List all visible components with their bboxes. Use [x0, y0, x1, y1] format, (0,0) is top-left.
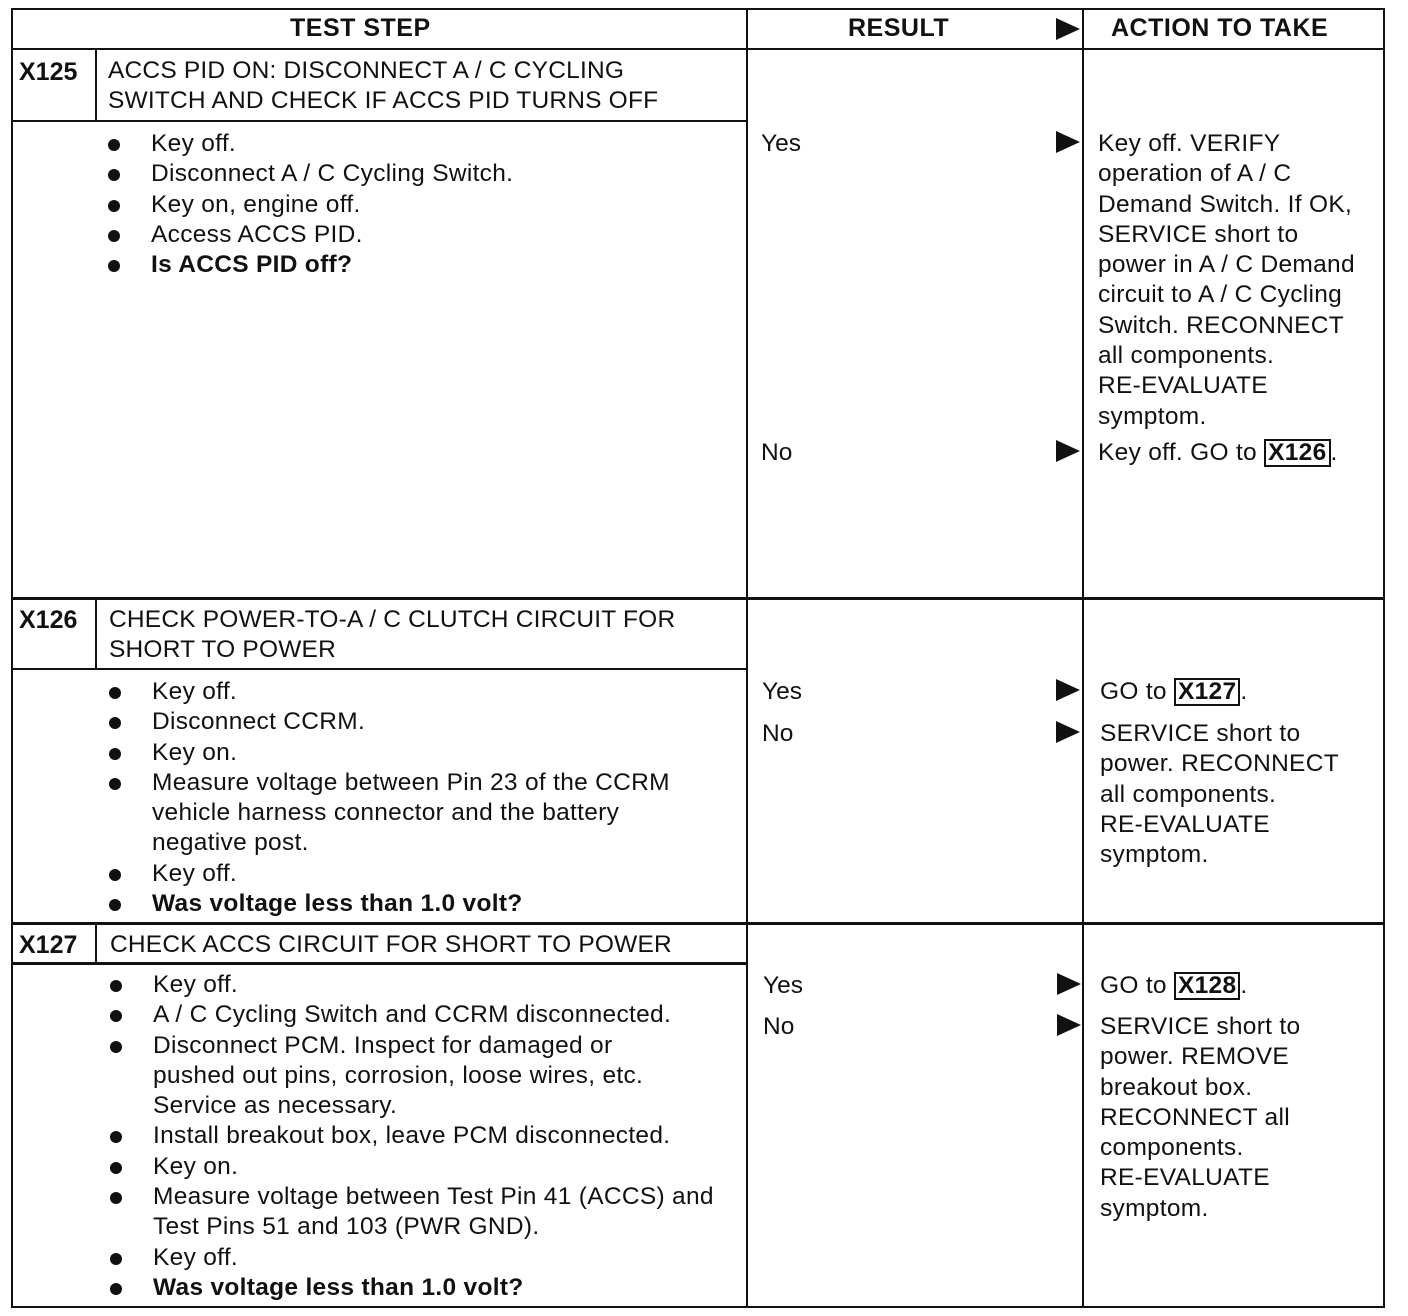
header-arrow-icon [1056, 18, 1080, 40]
action-yes-x126: GO to X127 . [1100, 678, 1248, 705]
bullet-item: Install breakout box, leave PCM disconnected. [110, 1121, 742, 1151]
step-id-x125: X125 [19, 58, 78, 86]
bullet-item: Access ACCS PID. [108, 220, 738, 250]
step-reference-link[interactable]: X128 [1174, 972, 1240, 1000]
step-id-x127: X127 [19, 931, 78, 959]
step-title-divider [11, 668, 748, 670]
step-id-divider [95, 48, 97, 121]
result-no-x126: No [762, 720, 794, 747]
bullet-item: Disconnect PCM. Inspect for damaged or pushed out pins, corrosion, loose wires, etc. Service as necessary. [110, 1031, 742, 1122]
result-no-x125: No [761, 439, 793, 466]
bullet-question: Was voltage less than 1.0 volt? [110, 1273, 742, 1303]
step-title-x126: CHECK POWER-TO-A / C CLUTCH CIRCUIT FOR SHORT TO POWER [109, 606, 676, 663]
step-divider [11, 597, 1385, 600]
step-reference-link[interactable]: X127 [1174, 678, 1240, 706]
step-title-x127: CHECK ACCS CIRCUIT FOR SHORT TO POWER [110, 931, 672, 958]
bullet-item: Key off. [109, 677, 739, 707]
action-yes-x125: Key off. VERIFY operation of A / C Demand Switch. If OK, SERVICE short to power in A / C Demand circuit to A / C Cycling Switch. RECONNECT all components. RE-EVALUATE symptom. [1098, 130, 1355, 430]
bullet-item: Key on. [110, 1152, 742, 1182]
header-result: RESULT [848, 14, 950, 42]
action-no-x126: SERVICE short to power. RECONNECT all components. RE-EVALUATE symptom. [1100, 720, 1339, 869]
action-no-x127: SERVICE short to power. REMOVE breakout box. RECONNECT all components. RE-EVALUATE symptom. [1100, 1013, 1301, 1222]
bullet-item: Measure voltage between Pin 23 of the CCRM vehicle harness connector and the battery negative post. [109, 768, 739, 859]
result-yes-x127: Yes [763, 972, 803, 999]
step-title-divider [11, 120, 748, 122]
result-yes-x125: Yes [761, 130, 801, 157]
result-no-x127: No [763, 1013, 795, 1040]
bullet-item: Disconnect CCRM. [109, 707, 739, 737]
action-yes-x127: GO to X128 . [1100, 972, 1248, 999]
bullet-item: Key on, engine off. [108, 190, 738, 220]
column-divider-result [746, 8, 748, 1308]
result-yes-x126: Yes [762, 678, 802, 705]
step-title-divider [11, 962, 748, 965]
bullet-item: Disconnect A / C Cycling Switch. [108, 159, 738, 189]
result-arrow-icon [1056, 679, 1080, 701]
step-id-x126: X126 [19, 606, 78, 634]
column-divider-action [1082, 8, 1084, 1308]
bullet-item: Key off. [109, 859, 739, 889]
step-bullets-x125 [108, 129, 738, 280]
step-bullets-x126 [109, 677, 739, 919]
action-no-x125: Key off. GO to X126 . [1098, 439, 1338, 466]
step-id-divider [95, 598, 97, 669]
result-arrow-icon [1056, 721, 1080, 743]
step-title-x125: ACCS PID ON: DISCONNECT A / C CYCLING SWITCH AND CHECK IF ACCS PID TURNS OFF [108, 57, 659, 114]
step-reference-link[interactable]: X126 [1264, 439, 1330, 467]
bullet-item: Key off. [110, 970, 742, 1000]
bullet-item: Key off. [110, 1243, 742, 1273]
bullet-question: Is ACCS PID off? [108, 250, 738, 280]
bullet-item: Measure voltage between Test Pin 41 (ACCS) and Test Pins 51 and 103 (PWR GND). [110, 1182, 742, 1243]
result-arrow-icon [1056, 440, 1080, 462]
bullet-item: Key off. [108, 129, 738, 159]
bullet-question: Was voltage less than 1.0 volt? [109, 889, 739, 919]
bullet-item: A / C Cycling Switch and CCRM disconnected. [110, 1000, 742, 1030]
bullet-item: Key on. [109, 738, 739, 768]
header-test-step: TEST STEP [290, 14, 431, 42]
step-divider [11, 922, 1385, 925]
step-id-divider [95, 923, 97, 963]
result-arrow-icon [1056, 131, 1080, 153]
result-arrow-icon [1057, 973, 1081, 995]
step-bullets-x127 [110, 970, 742, 1303]
header-divider [11, 48, 1385, 50]
result-arrow-icon [1057, 1014, 1081, 1036]
header-action: ACTION TO TAKE [1111, 14, 1329, 42]
